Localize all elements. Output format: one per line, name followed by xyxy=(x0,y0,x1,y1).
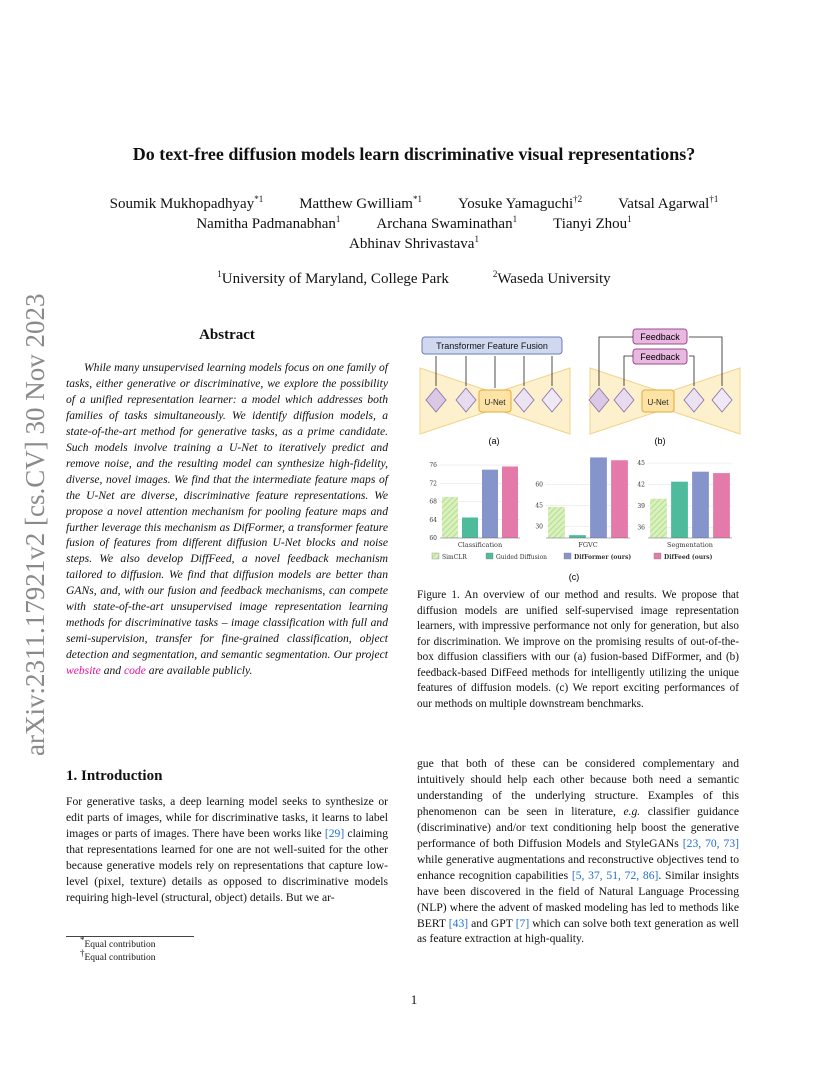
right-text-a: gue that both of these can be considered complementary and intuitively should help each other because both need a semantic understanding of the underlying structure. Examples of this phenomenon can be seen in literature, xyxy=(417,757,739,818)
paper-title: Do text-free diffusion models learn discriminative visual representations? xyxy=(132,144,696,164)
right-text-eg: e.g. xyxy=(623,804,641,818)
affiliation-0: $^1$University of Maryland, College Park xyxy=(217,269,449,287)
tick-label: 60 xyxy=(429,535,437,542)
abstract-heading: Abstract xyxy=(199,327,255,343)
tick-label: 64 xyxy=(429,516,437,524)
footnote-1: *Equal contribution xyxy=(80,935,156,951)
bar xyxy=(569,535,586,538)
label-b: (b) xyxy=(654,436,666,446)
footnote-rule xyxy=(66,936,194,937)
legend-item xyxy=(564,553,631,561)
label-a: (a) xyxy=(488,436,500,446)
feedback-label-1: Feedback xyxy=(640,332,680,342)
author-2: Tianyi Zhou$^1$ xyxy=(553,214,632,232)
bar xyxy=(713,473,730,538)
results-charts xyxy=(429,457,732,549)
bar xyxy=(590,457,607,538)
tick-label: 36 xyxy=(637,524,645,532)
legend-label: Guided Diffusion xyxy=(496,554,548,561)
bar xyxy=(548,507,565,538)
citation-link[interactable]: [23, 70, 73] xyxy=(682,836,739,850)
abstract-text: While many unsupervised learning models focus on one family of tasks, either generative or discriminative, we explore the possibility of a unified representation learner: a model which addresses both families of tasks simultaneously. We identify diffusion models, a state-of-the-art method for generative tasks, as a prime candidate. Such models involve training a U-Net to iteratively predict and remove noise, and the resulting model can synthesize high-fidelity, diverse, novel images. We find that the intermediate feature maps of the U-Net are diverse, discriminative feature representations. We propose a novel attention mechanism for pooling feature maps and further leverage this mechanism as DifFormer, a transformer feature fusion of features from different diffusion U-Net blocks and noise steps. We also develop DiffFeed, a novel feedback mechanism tailored to diffusion. We find that diffusion models are better than GANs, and, with our fusion and feedback mechanisms, can compete with state-of-the-art unsupervised image representation learning methods for discriminative tasks – image classification with full and semi-supervision, transfer for fine-grained classification, object detection and segmentation, and semantic segmentation. Our project xyxy=(66,361,388,662)
tick-label: 72 xyxy=(429,480,437,488)
page-number: 1 xyxy=(410,992,418,1007)
label-c: (c) xyxy=(568,572,580,582)
legend-label: DifFeed (ours) xyxy=(664,554,713,561)
abstract-end: are available publicly. xyxy=(148,664,253,678)
citation-link[interactable]: [43] xyxy=(448,916,469,930)
tick-label: 45 xyxy=(535,502,543,510)
legend-item xyxy=(432,553,467,561)
author-1: Matthew Gwilliam$^{*1}$ xyxy=(299,194,422,212)
affiliation-1: $^2$Waseda University xyxy=(492,269,611,287)
affiliations xyxy=(0,271,828,288)
code-link[interactable]: code xyxy=(123,664,146,678)
bar xyxy=(462,518,478,539)
right-text-d: . Similar insights have been discovered in the field of Natural Language Processing (NLP) where the advent of masked modeling has led to methods like BERT xyxy=(417,868,739,930)
transformer-label: Transformer Feature Fusion xyxy=(436,341,548,351)
tick-label: 68 xyxy=(429,498,437,506)
tick-label: 42 xyxy=(637,481,645,489)
tick-label: 30 xyxy=(535,523,543,531)
chart-2 xyxy=(637,460,732,549)
abstract-and: and xyxy=(103,664,122,678)
legend-item xyxy=(654,553,713,561)
author-1: Archana Swaminathan$^1$ xyxy=(376,214,518,232)
author-0: Abhinav Shrivastava$^1$ xyxy=(349,234,479,252)
bar xyxy=(611,460,628,538)
author-2: Yosuke Yamaguchi$^{\dagger 2}$ xyxy=(457,194,583,212)
feedback-label-2: Feedback xyxy=(640,352,680,362)
figure-caption: Figure 1. An overview of our method and results. We propose that diffusion models are unified self-supervised image representation learners, with impressive performance not only for generation, but also for discrimination. We improve on the promising results of out-of-the-box diffusion classifiers with our (a) fusion-based DifFormer, and (b) feedback-based DifFeed methods for intelligently utilizing the unique features of diffusion models. (c) We report exciting performances of our methods on multiple downstream benchmarks. xyxy=(417,589,739,710)
unet-label-a: U-Net xyxy=(484,398,506,407)
citation-link[interactable]: [5, 37, 51, 72, 86] xyxy=(571,868,659,882)
bar xyxy=(692,472,709,538)
tick-label: 60 xyxy=(535,481,543,489)
chart-0 xyxy=(429,462,520,549)
tick-label: 76 xyxy=(429,462,437,470)
website-link[interactable]: website xyxy=(66,664,101,678)
axis-label: Segmentation xyxy=(667,541,713,549)
bar xyxy=(671,482,688,538)
bar xyxy=(502,466,518,538)
arxiv-stamp: arXiv:2311.17921v2 [cs.CV] 30 Nov 2023 xyxy=(20,293,50,756)
author-0: Namitha Padmanabhan$^1$ xyxy=(196,214,341,232)
legend-label: SimCLR xyxy=(442,554,467,561)
intro-heading: 1. Introduction xyxy=(66,768,163,784)
bar xyxy=(442,497,458,538)
tick-label: 45 xyxy=(637,460,645,468)
chart-1 xyxy=(535,457,630,549)
authors-line-2 xyxy=(40,214,788,234)
tick-label: 39 xyxy=(637,502,645,510)
axis-label: FGVC xyxy=(578,541,598,549)
right-text-f: which can solve both text generation as well as feature extraction at high-quality. xyxy=(417,916,739,946)
right-text-e: and GPT xyxy=(471,916,513,930)
author-0: Soumik Mukhopadhyay$^{*1}$ xyxy=(109,194,264,212)
chart-legend xyxy=(432,553,713,561)
figure-1 xyxy=(414,326,744,584)
bar xyxy=(482,470,498,538)
author-3: Vatsal Agarwal$^{\dagger 1}$ xyxy=(618,194,719,212)
intro-text-a: For generative tasks, a deep learning model seeks to synthesize or edit parts of images, while for discriminative tasks, it learns to label images or parts of images. There have been works like xyxy=(66,795,388,840)
bar xyxy=(650,499,667,538)
unet-label-b: U-Net xyxy=(647,398,669,407)
authors-line-3 xyxy=(40,234,788,254)
legend-item xyxy=(486,553,547,561)
citation-link[interactable]: [29] xyxy=(324,826,345,840)
right-text-c: while generative augmentations and reconstructive objectives tend to enhance recognition capabilities xyxy=(417,852,739,882)
legend-label: DifFormer (ours) xyxy=(574,554,632,561)
citation-link[interactable]: [7] xyxy=(515,916,530,930)
footnote-2: †Equal contribution xyxy=(80,948,156,964)
authors-line-1 xyxy=(40,194,788,214)
abstract-body xyxy=(66,360,388,679)
right-text-b: classifier guidance (discriminative) and/or text conditioning help boost the generative performance of both Diffusion Models and StyleGANs xyxy=(417,804,739,850)
intro-text-b: claiming that representations learned for one are not well-suited for the other because generative models rely on representations that capture low-level (pixel, texture) details as opposed to discriminative models requiring high-level (structural, object) details. But we ar- xyxy=(66,826,388,904)
intro-body-continued xyxy=(417,756,739,947)
intro-body xyxy=(66,794,388,906)
axis-label: Classification xyxy=(457,541,503,549)
